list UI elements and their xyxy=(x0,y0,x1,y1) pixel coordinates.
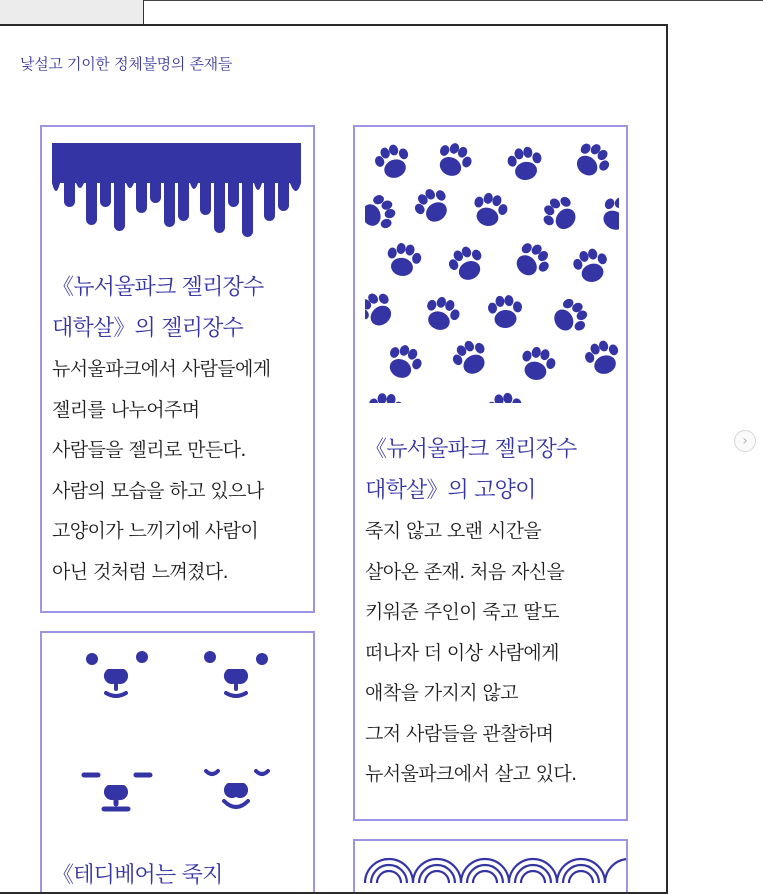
post-image-frame xyxy=(0,24,668,894)
post-title: 낯설고 기이한 정체불명의 존재들 xyxy=(20,55,233,73)
top-divider xyxy=(144,0,763,1)
card-teddy-bear xyxy=(40,631,315,894)
card-title-line2: 대학살》의 고양이 xyxy=(365,478,536,503)
card-title-line1: 《테디베어는 죽지 xyxy=(52,863,223,888)
top-panel xyxy=(0,0,144,24)
paw-print-pattern-icon xyxy=(355,127,628,407)
card-title-line2: 대학살》의 젤리장수 xyxy=(52,316,244,341)
dripping-jelly-icon xyxy=(42,127,315,237)
bear-faces-icon xyxy=(42,633,315,833)
card-cat xyxy=(353,125,628,821)
card-wave-pattern xyxy=(353,839,628,894)
chevron-right-icon: › xyxy=(742,433,748,449)
next-arrow-button[interactable] xyxy=(734,430,756,452)
wave-pattern-icon xyxy=(355,841,628,894)
card-body: 죽지 않고 오랜 시간을 살아온 존재. 처음 자신을 키워준 주인이 죽고 딸도 떠나자 더 이상 사람에게 애착을 가지지 않고 그저 사람들을 관찰하며 뉴서울파크에서 살고 있다. xyxy=(365,520,577,785)
card-title-line1: 《뉴서울파크 젤리장수 xyxy=(365,437,577,462)
card-jelly-seller xyxy=(40,125,315,613)
card-body: 뉴서울파크에서 사람들에게 젤리를 나누어주며 사람들을 젤리로 만든다. 사람의 모습을 하고 있으나 고양이가 느끼기에 사람이 아닌 것처럼 느껴졌다. xyxy=(52,358,271,583)
card-title-line1: 《뉴서울파크 젤리장수 xyxy=(52,275,264,300)
